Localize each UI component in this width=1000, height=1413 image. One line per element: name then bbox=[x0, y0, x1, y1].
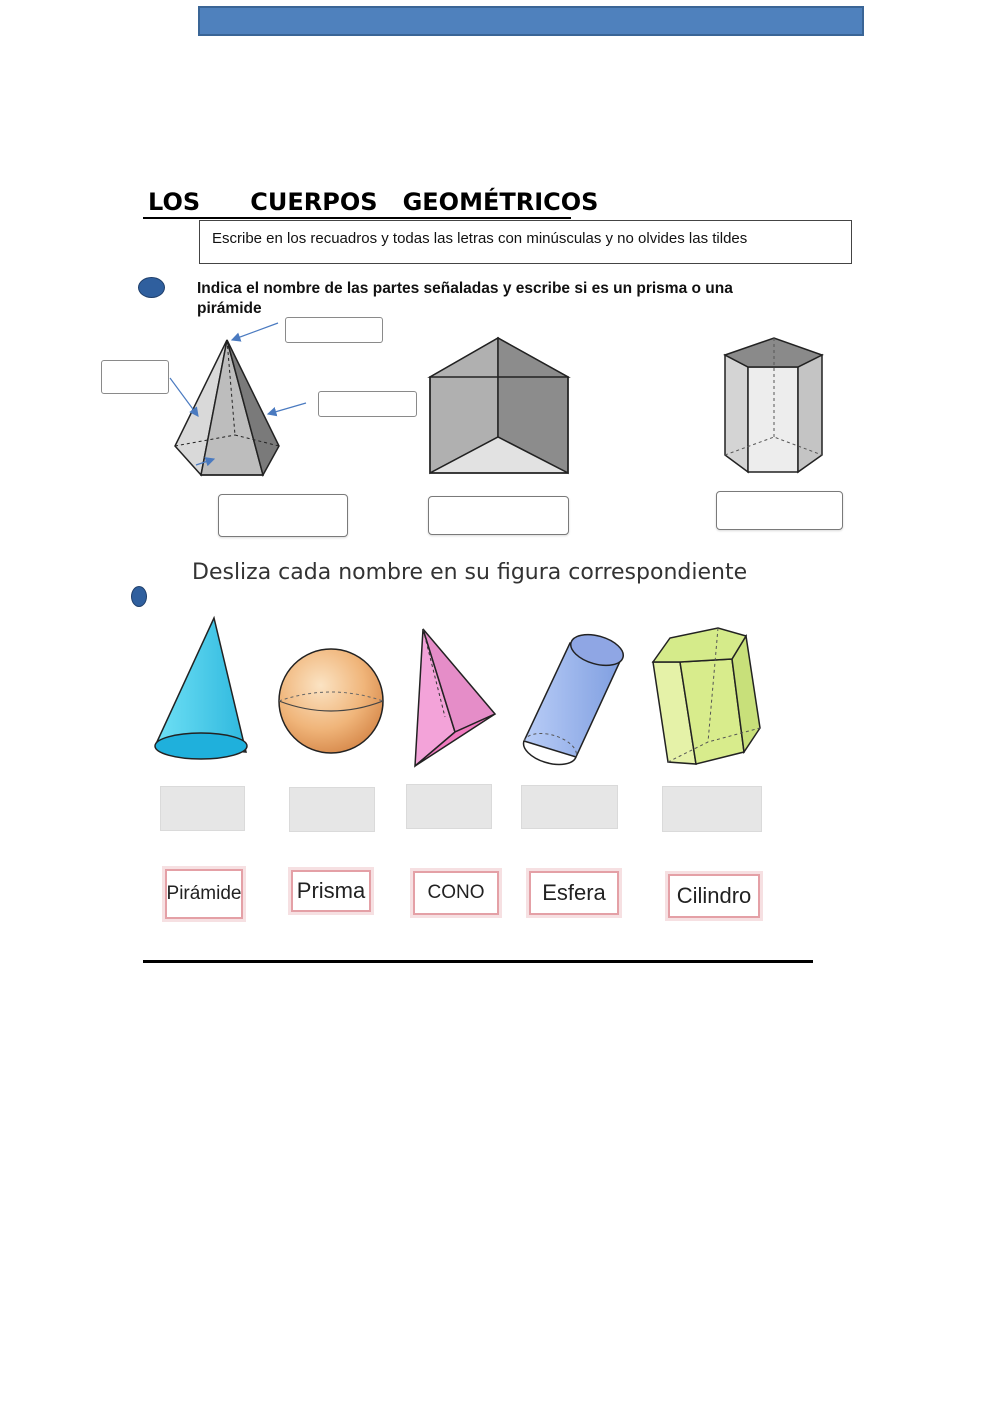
answer-box-prism-type[interactable] bbox=[428, 496, 569, 535]
drop-zone-sphere[interactable] bbox=[289, 787, 375, 832]
page-title: LOS CUERPOS GEOMÉTRICOS bbox=[148, 188, 599, 216]
drop-zone-triangular-pyramid[interactable] bbox=[406, 784, 492, 829]
hex-prism-top bbox=[653, 628, 746, 662]
drop-zone-cone[interactable] bbox=[160, 786, 245, 831]
exercise2-prompt: Desliza cada nombre en su figura correspondiente bbox=[192, 560, 748, 585]
penta-prism-side-right bbox=[798, 355, 822, 472]
bottom-divider bbox=[143, 960, 813, 963]
word-tile-esfera[interactable]: Esfera bbox=[529, 871, 619, 915]
answer-box-edge[interactable] bbox=[318, 391, 417, 417]
word-tile-cono[interactable]: CONO bbox=[413, 871, 499, 915]
cylinder-figure bbox=[518, 625, 628, 770]
title-underline bbox=[143, 217, 571, 219]
hexagonal-prism-figure bbox=[648, 624, 766, 769]
instructions-text: Escribe en los recuadros y todas las letras con minúsculas y no olvides las tildes bbox=[212, 230, 748, 247]
triangular-pyramid-figure bbox=[405, 624, 500, 770]
answer-box-face[interactable] bbox=[101, 360, 169, 394]
pentagonal-prism-figure bbox=[720, 334, 828, 479]
cone-figure bbox=[152, 614, 252, 764]
arrow-to-base bbox=[196, 459, 214, 465]
sphere-figure bbox=[275, 645, 387, 757]
exercise2-marker-icon bbox=[131, 586, 147, 607]
word-tile-prisma[interactable]: Prisma bbox=[291, 870, 371, 912]
word-tile-cilindro[interactable]: Cilindro bbox=[668, 874, 760, 918]
word-tile-piramide[interactable]: Pirámide bbox=[165, 869, 243, 919]
triangular-prism-figure bbox=[425, 332, 573, 480]
drop-zone-hexagonal-prism[interactable] bbox=[662, 786, 762, 832]
arrow-to-apex bbox=[232, 323, 278, 340]
arrow-to-edge bbox=[268, 403, 306, 414]
arrow-to-face bbox=[170, 378, 198, 416]
answer-box-pyramid-type[interactable] bbox=[218, 494, 348, 537]
exercise1-prompt: Indica el nombre de las partes señaladas y escribe si es un prisma o una pirámide bbox=[197, 280, 733, 317]
answer-box-pentagonal-prism-type[interactable] bbox=[716, 491, 843, 530]
drop-zone-cylinder[interactable] bbox=[521, 785, 618, 829]
penta-prism-side-left bbox=[725, 355, 748, 472]
penta-prism-side-front bbox=[748, 367, 798, 472]
exercise1-marker-icon bbox=[138, 277, 165, 298]
answer-box-apex[interactable] bbox=[285, 317, 383, 343]
header-banner bbox=[198, 6, 864, 36]
